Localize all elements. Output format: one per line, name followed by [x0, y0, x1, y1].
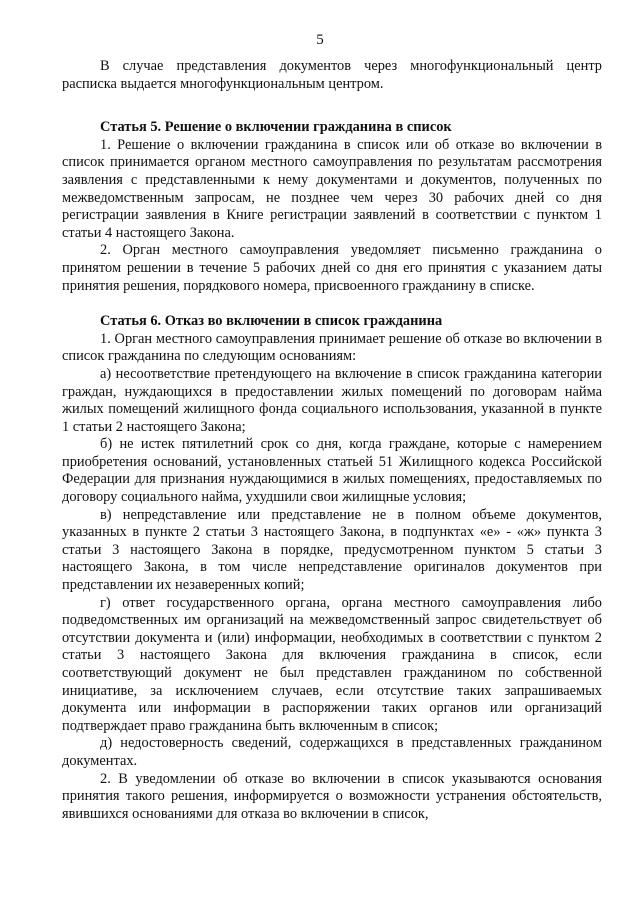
article-6-item-g: г) ответ государственного органа, органа местного самоуправления либо подведомственных им организаций на межведомственный запрос свидетельствует об отсутствии документа и (или) информации, необходимых в соответствии с пунктом 2 статьи 3 настоящего Закона для включения гражданина в список, если соответствующий документ не был представлен гражданином по собственной инициативе, за исключением случаев, если отсутствие таких запрашиваемых документа или информации в распоряжении таких органов или организаций подтверждает право гражданина быть включенным в список;	[62, 594, 602, 734]
article-5-paragraph-1: 1. Решение о включении гражданина в список или об отказе во включении в список принимается органом местного самоуправления по результатам рассмотрения заявления с представленными к нему документами и документов, полученных по межведомственным запросам, не позднее чем через 30 рабочих дней со дня регистрации заявления в Книге регистрации заявлений в соответствии с пунктом 1 статьи 4 настоящего Закона.	[62, 136, 602, 241]
page-number: 5	[316, 32, 324, 48]
article-6-paragraph-2: 2. В уведомлении об отказе во включении в список указываются основания принятия такого решения, информируется о возможности устранения обстоятельств, явившихся основаниями для отказа во включении в список,	[62, 770, 602, 822]
article-6-item-d: д) недостоверность сведений, содержащихся в представленных гражданином документах.	[62, 735, 602, 769]
article-6-title: Статья 6. Отказ во включении в список гражданина	[100, 313, 443, 330]
document-body	[62, 58, 602, 823]
article-5-paragraph-2: 2. Орган местного самоуправления уведомляет письменно гражданина о принятом решении в течение 5 рабочих дней со дня его принятия с указанием даты принятия решения, порядкового номера, присвоенного гражданину в списке.	[62, 242, 602, 294]
intro-paragraph: В случае представления документов через многофункциональный центр расписка выдается многофункциональным центром.	[62, 58, 602, 92]
article-6-item-b: б) не истек пятилетний срок со дня, когда граждане, которые с намерением приобретения оснований, установленных статьей 51 Жилищного кодекса Российской Федерации для признания нуждающимися в жилых помещениях, предоставляемых по договору социального найма, ухудшили свои жилищные условия;	[62, 436, 602, 506]
article-6-item-a: а) несоответствие претендующего на включение в список гражданина категории граждан, нуждающихся в предоставлении жилых помещений по договорам найма жилых помещений жилищного фонда социального использования, указанной в пункте 1 статьи 2 настоящего Закона;	[62, 365, 602, 435]
article-5-title: Статья 5. Решение о включении гражданина в список	[100, 119, 452, 136]
article-6-paragraph-1: 1. Орган местного самоуправления принимает решение об отказе во включении в список гражданина по следующим основаниям:	[62, 330, 602, 365]
article-6-item-v: в) непредставление или представление не в полном объеме документов, указанных в пункте 2 статьи 3 настоящего Закона, в подпунктах «е» - «ж» пункта 3 статьи 3 настоящего Закона в порядке, предусмотренном пунктом 5 статьи 3 настоящего Закона, в том числе непредставление оригиналов документов при представлении их незаверенных копий;	[62, 506, 602, 594]
